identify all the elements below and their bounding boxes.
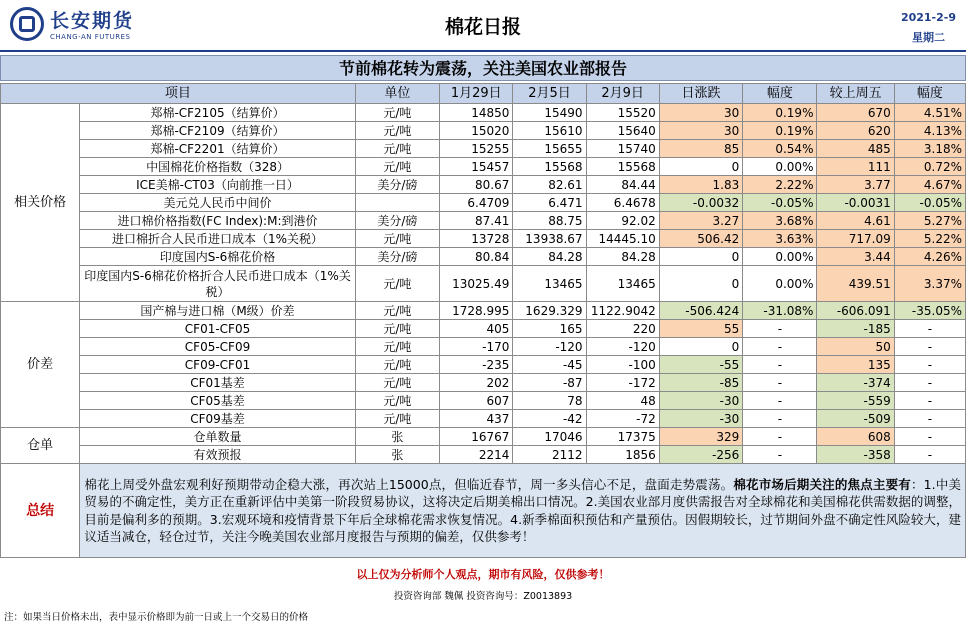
cell-v2: 15490 <box>513 104 586 122</box>
cell-pct: 3.68% <box>743 212 817 230</box>
cell-chg: 0 <box>659 248 743 266</box>
cell-item: 国产棉与进口棉（M级）价差 <box>80 302 355 320</box>
cell-chg: 85 <box>659 140 743 158</box>
cell-v1: 437 <box>440 410 513 428</box>
cell-wchg: -559 <box>817 392 894 410</box>
cell-wpct: - <box>894 392 965 410</box>
page-title: 棉花日报 <box>444 16 521 38</box>
cell-v1: 87.41 <box>440 212 513 230</box>
cell-chg: 506.42 <box>659 230 743 248</box>
table-row <box>1 266 966 302</box>
table-header <box>1 84 966 104</box>
cell-unit: 元/吨 <box>355 356 440 374</box>
cell-v2: -42 <box>513 410 586 428</box>
table-row <box>1 374 966 392</box>
cell-unit: 元/吨 <box>355 158 440 176</box>
cell-v1: 14850 <box>440 104 513 122</box>
cell-item: 郑棉-CF2109（结算价） <box>80 122 355 140</box>
cell-wchg: -374 <box>817 374 894 392</box>
cell-pct: - <box>743 338 817 356</box>
cell-pct: 3.63% <box>743 230 817 248</box>
cell-wpct: 0.72% <box>894 158 965 176</box>
cell-item: CF01-CF05 <box>80 320 355 338</box>
cell-item: 印度国内S-6棉花价格 <box>80 248 355 266</box>
cell-unit: 元/吨 <box>355 374 440 392</box>
cell-item: 郑棉-CF2105（结算价） <box>80 104 355 122</box>
headline-banner: 节前棉花转为震荡，关注美国农业部报告 <box>0 55 966 81</box>
cell-item: 有效预报 <box>80 446 355 464</box>
table-row <box>1 176 966 194</box>
table-row <box>1 122 966 140</box>
weekday: 星期二 <box>911 31 945 44</box>
table-row <box>1 194 966 212</box>
cell-unit: 美分/磅 <box>355 212 440 230</box>
cell-v2: 15655 <box>513 140 586 158</box>
cell-pct: - <box>743 428 817 446</box>
cell-v3: 15520 <box>586 104 659 122</box>
summary-row <box>1 464 966 558</box>
cell-v3: -72 <box>586 410 659 428</box>
cell-pct: - <box>743 374 817 392</box>
report-header <box>0 0 966 52</box>
cell-unit: 元/吨 <box>355 392 440 410</box>
cell-wpct: - <box>894 356 965 374</box>
cell-wchg: 3.77 <box>817 176 894 194</box>
col-weekly-change: 较上周五 <box>817 84 894 104</box>
cell-unit: 美分/磅 <box>355 248 440 266</box>
cell-wpct: - <box>894 410 965 428</box>
cell-v2: 78 <box>513 392 586 410</box>
cell-v2: -120 <box>513 338 586 356</box>
cell-wpct: - <box>894 338 965 356</box>
cell-wchg: -185 <box>817 320 894 338</box>
cell-v2: 82.61 <box>513 176 586 194</box>
cell-v2: -87 <box>513 374 586 392</box>
cell-v3: -100 <box>586 356 659 374</box>
cell-wpct: - <box>894 446 965 464</box>
cell-unit: 元/吨 <box>355 410 440 428</box>
cell-v1: 15457 <box>440 158 513 176</box>
cell-v1: 13025.49 <box>440 266 513 302</box>
cell-wchg: -606.091 <box>817 302 894 320</box>
cell-pct: 0.19% <box>743 104 817 122</box>
cell-item: ICE美棉-CT03（向前推一日） <box>80 176 355 194</box>
section-label: 仓单 <box>1 428 80 464</box>
cell-pct: -0.05% <box>743 194 817 212</box>
cell-pct: 2.22% <box>743 176 817 194</box>
cell-v1: 13728 <box>440 230 513 248</box>
cell-item: CF01基差 <box>80 374 355 392</box>
cell-wchg: 111 <box>817 158 894 176</box>
cell-unit: 元/吨 <box>355 104 440 122</box>
cell-chg: 0 <box>659 158 743 176</box>
cell-item: CF05-CF09 <box>80 338 355 356</box>
analyst-info: 投资咨询部 魏佩 投资咨询号：Z0013893 <box>393 591 573 602</box>
cell-item: 郑棉-CF2201（结算价） <box>80 140 355 158</box>
cell-item: CF05基差 <box>80 392 355 410</box>
cell-v2: 13938.67 <box>513 230 586 248</box>
cell-v3: 6.4678 <box>586 194 659 212</box>
cell-v2: -45 <box>513 356 586 374</box>
cell-v3: 13465 <box>586 266 659 302</box>
cell-wchg: -358 <box>817 446 894 464</box>
table-row <box>1 104 966 122</box>
cell-unit: 元/吨 <box>355 140 440 158</box>
cell-v3: 1856 <box>586 446 659 464</box>
disclaimer: 以上仅为分析师个人观点，期市有风险，仅供参考！ <box>356 568 610 581</box>
col-daily-change: 日涨跌 <box>659 84 743 104</box>
table-row <box>1 230 966 248</box>
cell-v1: -170 <box>440 338 513 356</box>
cell-v1: 2214 <box>440 446 513 464</box>
cell-v2: 84.28 <box>513 248 586 266</box>
col-item: 项目 <box>1 84 356 104</box>
cell-wchg: 50 <box>817 338 894 356</box>
table-row <box>1 320 966 338</box>
cell-unit: 元/吨 <box>355 302 440 320</box>
cell-v1: 6.4709 <box>440 194 513 212</box>
cell-v3: -172 <box>586 374 659 392</box>
cell-pct: 0.54% <box>743 140 817 158</box>
cell-v2: 15610 <box>513 122 586 140</box>
cell-wpct: 5.27% <box>894 212 965 230</box>
cell-wchg: -0.0031 <box>817 194 894 212</box>
cell-wchg: 717.09 <box>817 230 894 248</box>
cell-wchg: -509 <box>817 410 894 428</box>
cell-item: 中国棉花价格指数（328） <box>80 158 355 176</box>
cell-chg: 55 <box>659 320 743 338</box>
cell-pct: - <box>743 392 817 410</box>
cell-v1: 16767 <box>440 428 513 446</box>
summary-focus-heading: 棉花市场后期关注的焦点主要有 <box>733 476 911 492</box>
cell-item: CF09基差 <box>80 410 355 428</box>
report-date <box>901 8 956 48</box>
col-daily-pct: 幅度 <box>743 84 817 104</box>
cell-v1: 202 <box>440 374 513 392</box>
col-date2: 2月5日 <box>513 84 586 104</box>
cell-item: 进口棉折合人民币进口成本（1%关税） <box>80 230 355 248</box>
cell-wpct: 4.13% <box>894 122 965 140</box>
cell-v1: 80.67 <box>440 176 513 194</box>
cell-wpct: 4.26% <box>894 248 965 266</box>
cotton-data-table <box>0 83 966 558</box>
table-row <box>1 338 966 356</box>
cell-v1: -235 <box>440 356 513 374</box>
cell-chg: -55 <box>659 356 743 374</box>
cell-v2: 15568 <box>513 158 586 176</box>
table-row <box>1 392 966 410</box>
cell-v3: -120 <box>586 338 659 356</box>
cell-v3: 1122.9042 <box>586 302 659 320</box>
cell-chg: 30 <box>659 122 743 140</box>
cell-pct: 0.00% <box>743 266 817 302</box>
cell-wchg: 608 <box>817 428 894 446</box>
cell-wchg: 4.61 <box>817 212 894 230</box>
cell-unit: 元/吨 <box>355 266 440 302</box>
cell-unit: 元/吨 <box>355 230 440 248</box>
cell-wchg: 670 <box>817 104 894 122</box>
table-row <box>1 212 966 230</box>
cell-item: 美元兑人民币中间价 <box>80 194 355 212</box>
cell-item: 进口棉价格指数(FC Index):M:到港价 <box>80 212 355 230</box>
cell-unit: 元/吨 <box>355 122 440 140</box>
cell-v3: 14445.10 <box>586 230 659 248</box>
cell-v3: 84.44 <box>586 176 659 194</box>
cell-wchg: 439.51 <box>817 266 894 302</box>
table-row <box>1 410 966 428</box>
cell-pct: - <box>743 410 817 428</box>
col-weekly-pct: 幅度 <box>894 84 965 104</box>
cell-v1: 607 <box>440 392 513 410</box>
cell-v3: 17375 <box>586 428 659 446</box>
cell-wchg: 3.44 <box>817 248 894 266</box>
cell-wpct: 3.37% <box>894 266 965 302</box>
section-label: 价差 <box>1 302 80 428</box>
cell-v1: 15020 <box>440 122 513 140</box>
cell-chg: 1.83 <box>659 176 743 194</box>
cell-chg: -0.0032 <box>659 194 743 212</box>
cell-item: 印度国内S-6棉花价格折合人民币进口成本（1%关税） <box>80 266 355 302</box>
cell-v1: 15255 <box>440 140 513 158</box>
col-date1: 1月29日 <box>440 84 513 104</box>
cell-chg: -256 <box>659 446 743 464</box>
summary-details: ：1.中美贸易的不确定性，美方正在重新评估中美第一阶段贸易协议，这将决定后期美棉出口情况。2.美国农业部月度供需报告对全球棉花和美国棉花供需数据的调整，目前是偏利多的预期。3.宏观环境和疫情背景下年后全球棉花需求恢复情况。4.新季棉面积预估和产量预估。因假期较长，过节期间外盘不确定性风险较大，建议适当减仓，轻仓过节，关注今晚美国农业部月度报告与预期的偏差，仅供参考！ <box>84 476 961 544</box>
cell-v2: 13465 <box>513 266 586 302</box>
cell-chg: 0 <box>659 338 743 356</box>
table-row <box>1 158 966 176</box>
cell-unit: 元/吨 <box>355 320 440 338</box>
cell-item: 仓单数量 <box>80 428 355 446</box>
cell-unit: 张 <box>355 428 440 446</box>
cell-wpct: - <box>894 428 965 446</box>
price-note: 注：如果当日价格未出，表中显示价格即为前一日或上一个交易日的价格 <box>4 612 309 623</box>
cell-v3: 84.28 <box>586 248 659 266</box>
cell-v1: 1728.995 <box>440 302 513 320</box>
cell-wpct: 5.22% <box>894 230 965 248</box>
cell-wchg: 135 <box>817 356 894 374</box>
col-date3: 2月9日 <box>586 84 659 104</box>
table-row <box>1 248 966 266</box>
cell-pct: 0.19% <box>743 122 817 140</box>
cell-wpct: -35.05% <box>894 302 965 320</box>
cell-v3: 15640 <box>586 122 659 140</box>
cell-unit: 美分/磅 <box>355 176 440 194</box>
cell-wpct: 4.67% <box>894 176 965 194</box>
cell-chg: -85 <box>659 374 743 392</box>
cell-pct: 0.00% <box>743 158 817 176</box>
cell-v1: 405 <box>440 320 513 338</box>
cell-wpct: 4.51% <box>894 104 965 122</box>
cell-item: CF09-CF01 <box>80 356 355 374</box>
cell-wpct: -0.05% <box>894 194 965 212</box>
table-row <box>1 140 966 158</box>
cell-chg: -30 <box>659 410 743 428</box>
cell-v3: 220 <box>586 320 659 338</box>
cell-pct: 0.00% <box>743 248 817 266</box>
date-value: 2021-2-9 <box>900 11 956 24</box>
logo-name: 长安期货 <box>50 10 135 32</box>
cell-wchg: 620 <box>817 122 894 140</box>
table-row <box>1 446 966 464</box>
summary-text <box>80 464 966 558</box>
cell-pct: - <box>743 446 817 464</box>
cell-chg: 329 <box>659 428 743 446</box>
cell-v3: 15740 <box>586 140 659 158</box>
summary-label: 总结 <box>1 464 80 558</box>
cell-pct: - <box>743 356 817 374</box>
section-label: 相关价格 <box>1 104 80 302</box>
cell-wpct: - <box>894 320 965 338</box>
cell-wchg: 485 <box>817 140 894 158</box>
cell-v2: 6.471 <box>513 194 586 212</box>
logo-english: CHANG-AN FUTURES <box>50 33 131 41</box>
cell-v2: 2112 <box>513 446 586 464</box>
cell-v1: 80.84 <box>440 248 513 266</box>
cell-chg: -506.424 <box>659 302 743 320</box>
cell-v2: 88.75 <box>513 212 586 230</box>
cell-unit: 元/吨 <box>355 338 440 356</box>
table-row <box>1 356 966 374</box>
cell-pct: - <box>743 320 817 338</box>
table-row <box>1 428 966 446</box>
cell-v2: 165 <box>513 320 586 338</box>
cell-chg: 0 <box>659 266 743 302</box>
col-unit: 单位 <box>355 84 440 104</box>
cell-chg: 3.27 <box>659 212 743 230</box>
summary-intro: 棉花上周受外盘宏观利好预期带动企稳大涨，再次站上15000点，但临近春节，周一多头信心不足，盘面走势震荡。 <box>84 476 734 492</box>
cell-chg: 30 <box>659 104 743 122</box>
cell-wpct: - <box>894 374 965 392</box>
cell-v3: 15568 <box>586 158 659 176</box>
cell-unit <box>355 194 440 212</box>
cell-pct: -31.08% <box>743 302 817 320</box>
cell-v3: 48 <box>586 392 659 410</box>
cell-unit: 张 <box>355 446 440 464</box>
cell-wpct: 3.18% <box>894 140 965 158</box>
cell-chg: -30 <box>659 392 743 410</box>
cell-v3: 92.02 <box>586 212 659 230</box>
table-row <box>1 302 966 320</box>
cell-v2: 17046 <box>513 428 586 446</box>
cell-v2: 1629.329 <box>513 302 586 320</box>
